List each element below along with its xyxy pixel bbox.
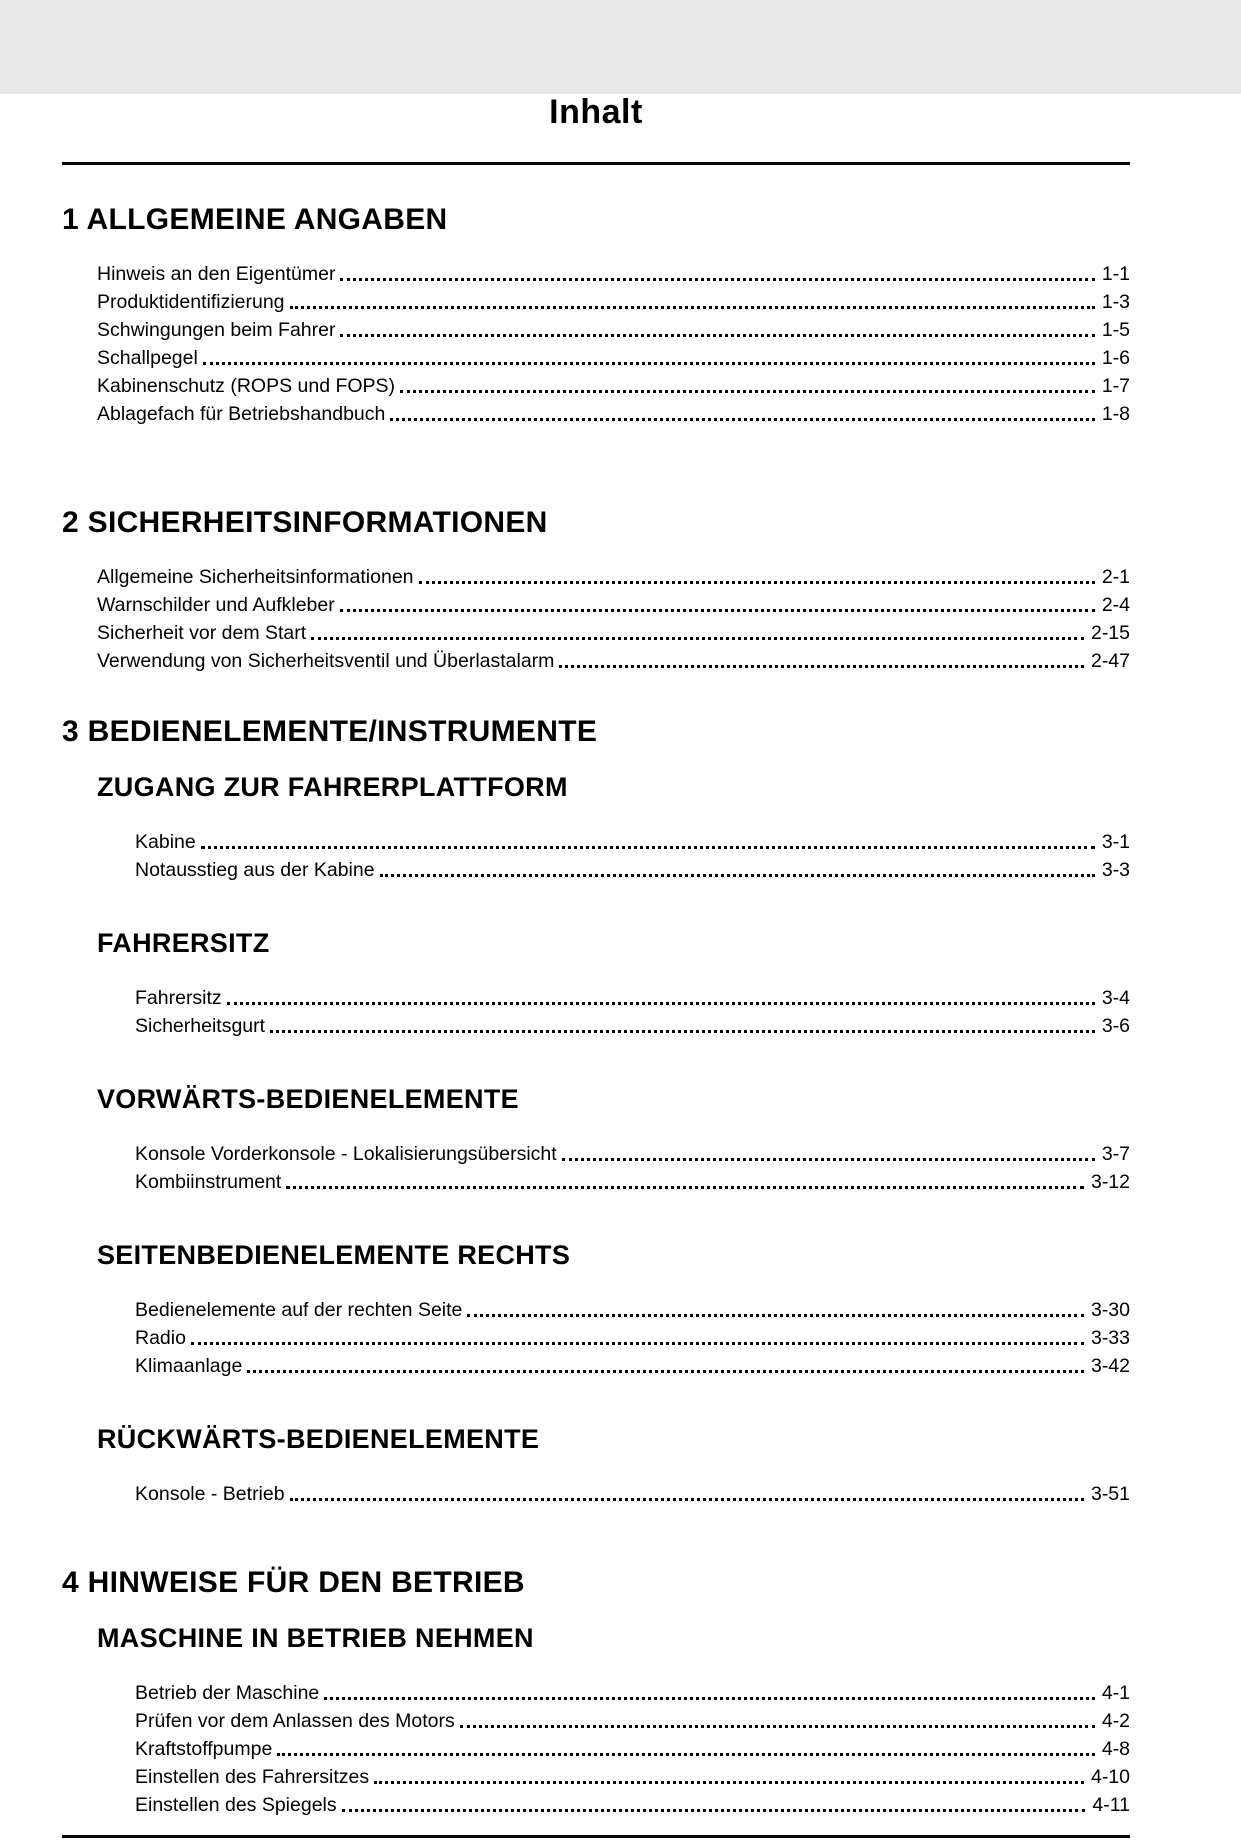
toc-entry — [135, 1791, 1130, 1819]
chapter-heading — [62, 205, 1130, 235]
section-entries — [62, 1679, 1130, 1819]
page-number: 4-8 — [1101, 1737, 1130, 1760]
toc-section — [62, 1622, 1130, 1819]
page-number: 1-6 — [1101, 346, 1130, 369]
entry-label: Sicherheit vor dem Start — [97, 621, 307, 644]
dot-leader — [340, 591, 1095, 612]
section-heading: MASCHINE IN BETRIEB NEHMEN — [97, 1622, 534, 1653]
entry-label: Schwingungen beim Fahrer — [97, 318, 336, 341]
entry-label: Kraftstoffpumpe — [135, 1737, 273, 1760]
dot-leader — [467, 1296, 1084, 1317]
dot-leader — [286, 1168, 1084, 1189]
page-number: 2-1 — [1101, 565, 1130, 588]
dot-leader — [324, 1679, 1095, 1700]
dot-leader — [290, 1480, 1084, 1501]
entry-label: Kabine — [135, 830, 196, 853]
chapter-number: 4 — [62, 1565, 79, 1599]
dot-leader — [203, 344, 1095, 365]
dot-leader — [311, 619, 1084, 640]
toc-entry — [97, 619, 1130, 647]
chapter-heading — [62, 505, 1130, 539]
dot-leader — [419, 563, 1095, 584]
entry-label: Allgemeine Sicherheitsinformationen — [97, 565, 414, 588]
chapter-title: HINWEISE FÜR DEN BETRIEB — [87, 1565, 525, 1599]
toc-entry — [135, 1296, 1130, 1324]
entry-label: Betrieb der Maschine — [135, 1681, 320, 1704]
page-number: 1-7 — [1101, 374, 1130, 397]
entry-label: Klimaanlage — [135, 1354, 243, 1377]
page-number: 4-10 — [1090, 1765, 1130, 1788]
toc-entry — [97, 591, 1130, 619]
dot-leader — [374, 1763, 1084, 1784]
dot-leader — [191, 1324, 1084, 1345]
toc-entry — [97, 400, 1130, 428]
section-entries — [62, 828, 1130, 884]
entry-label: Ablagefach für Betriebshandbuch — [97, 402, 386, 425]
page-number: 3-51 — [1090, 1482, 1130, 1505]
entry-label: Schallpegel — [97, 346, 198, 369]
toc-entry — [135, 856, 1130, 884]
toc-entry — [135, 1168, 1130, 1196]
toc-entry — [97, 260, 1130, 288]
toc-section — [62, 1239, 1130, 1380]
chapter-body — [62, 563, 1130, 675]
page-number: 4-2 — [1101, 1709, 1130, 1732]
entry-label: Hinweis an den Eigentümer — [97, 262, 336, 285]
section-heading: VORWÄRTS-BEDIENELEMENTE — [97, 1083, 519, 1114]
entry-label: Verwendung von Sicherheitsventil und Überlastalarm — [97, 649, 555, 672]
toc-entry — [135, 1735, 1130, 1763]
section-heading: RÜCKWÄRTS-BEDIENELEMENTE — [97, 1423, 540, 1454]
chapter-title: ALLGEMEINE ANGABEN — [86, 203, 448, 236]
toc-entry — [135, 1324, 1130, 1352]
dot-leader — [247, 1352, 1084, 1373]
toc-entry — [97, 344, 1130, 372]
toc-entry — [135, 1352, 1130, 1380]
dot-leader — [277, 1735, 1095, 1756]
entry-label: Bedienelemente auf der rechten Seite — [135, 1298, 463, 1321]
page-number: 3-42 — [1090, 1354, 1130, 1377]
toc-entry — [135, 828, 1130, 856]
section-entries — [62, 1480, 1130, 1508]
entry-label: Kabinenschutz (ROPS und FOPS) — [97, 374, 396, 397]
dot-leader — [342, 1791, 1086, 1812]
toc-section — [62, 1083, 1130, 1196]
page-number: 3-6 — [1101, 1014, 1130, 1037]
dot-leader — [227, 984, 1095, 1005]
dot-leader — [562, 1140, 1095, 1161]
section-entries — [62, 1296, 1130, 1380]
toc-section — [62, 927, 1130, 1040]
page-number: 2-47 — [1090, 649, 1130, 672]
page-number: 3-4 — [1101, 986, 1130, 1009]
toc-entry — [97, 316, 1130, 344]
dot-leader — [390, 400, 1094, 421]
dot-leader — [559, 647, 1084, 668]
chapter-body — [62, 260, 1130, 428]
chapter-title: SICHERHEITSINFORMATIONEN — [87, 505, 548, 539]
entry-label: Produktidentifizierung — [97, 290, 285, 313]
entry-label: Konsole - Betrieb — [135, 1482, 285, 1505]
page-number: 3-7 — [1101, 1142, 1130, 1165]
chapter-body — [62, 1622, 1130, 1819]
chapter-number: 2 — [62, 505, 79, 539]
toc-chapter — [62, 714, 1130, 1508]
section-entries — [62, 1140, 1130, 1196]
page-number: 1-3 — [1101, 290, 1130, 313]
entry-label: Einstellen des Fahrersitzes — [135, 1765, 370, 1788]
chapter-heading — [62, 714, 1130, 748]
bottom-rule — [62, 1835, 1130, 1838]
toc-section — [62, 1423, 1130, 1508]
chapter-body — [62, 771, 1130, 1508]
page-number: 3-30 — [1090, 1298, 1130, 1321]
page-number: 3-3 — [1101, 858, 1130, 881]
dot-leader — [290, 288, 1095, 309]
section-heading: ZUGANG ZUR FAHRERPLATTFORM — [97, 771, 568, 802]
entry-label: Notausstieg aus der Kabine — [135, 858, 375, 881]
entry-label: Warnschilder und Aufkleber — [97, 593, 335, 616]
page-number: 4-11 — [1092, 1793, 1130, 1816]
page-number: 1-1 — [1101, 262, 1130, 285]
section-heading: SEITENBEDIENELEMENTE RECHTS — [97, 1239, 571, 1270]
toc-entry — [97, 288, 1130, 316]
entry-label: Konsole Vorderkonsole - Lokalisierungsübersicht — [135, 1142, 557, 1165]
toc-entry — [135, 1012, 1130, 1040]
dot-leader — [340, 260, 1094, 281]
chapter-entries — [62, 260, 1130, 428]
toc-entry — [135, 1679, 1130, 1707]
dot-leader — [201, 828, 1095, 849]
dot-leader — [340, 316, 1094, 337]
dot-leader — [380, 856, 1095, 877]
toc-section — [62, 771, 1130, 884]
entry-label: Einstellen des Spiegels — [135, 1793, 337, 1816]
dot-leader — [270, 1012, 1095, 1033]
entry-label: Fahrersitz — [135, 986, 222, 1009]
page-number: 4-1 — [1101, 1681, 1130, 1704]
toc-entry — [135, 984, 1130, 1012]
entry-label: Sicherheitsgurt — [135, 1014, 266, 1037]
page-number: 1-5 — [1101, 318, 1130, 341]
dot-leader — [460, 1707, 1095, 1728]
toc-entry — [135, 1763, 1130, 1791]
page-number: 2-4 — [1101, 593, 1130, 616]
toc-entry — [135, 1480, 1130, 1508]
dot-leader — [400, 372, 1095, 393]
toc-entry — [97, 372, 1130, 400]
chapter-entries — [62, 563, 1130, 675]
manual-toc-page — [0, 94, 1241, 1848]
chapter-number: 3 — [62, 714, 79, 748]
entry-label: Kombiinstrument — [135, 1170, 282, 1193]
page-number: 1-8 — [1101, 402, 1130, 425]
toc-chapter — [62, 205, 1130, 428]
page-number: 3-33 — [1090, 1326, 1130, 1349]
page-number: 3-12 — [1090, 1170, 1130, 1193]
toc-entry — [135, 1140, 1130, 1168]
chapter-heading — [62, 1565, 1130, 1599]
toc-entry — [97, 563, 1130, 591]
chapter-title: BEDIENELEMENTE/INSTRUMENTE — [87, 714, 598, 748]
page-number: 2-15 — [1090, 621, 1130, 644]
top-rule — [62, 162, 1130, 165]
entry-label: Radio — [135, 1326, 186, 1349]
page-number: 3-1 — [1101, 830, 1130, 853]
page-title: Inhalt — [549, 93, 643, 131]
entry-label: Prüfen vor dem Anlassen des Motors — [135, 1709, 455, 1732]
section-heading: FAHRERSITZ — [97, 927, 270, 958]
section-entries — [62, 984, 1130, 1040]
toc-entry — [135, 1707, 1130, 1735]
toc — [62, 205, 1130, 1819]
toc-entry — [97, 647, 1130, 675]
toc-chapter — [62, 505, 1130, 675]
chapter-number: 1 — [62, 203, 79, 236]
toc-chapter — [62, 1565, 1130, 1819]
